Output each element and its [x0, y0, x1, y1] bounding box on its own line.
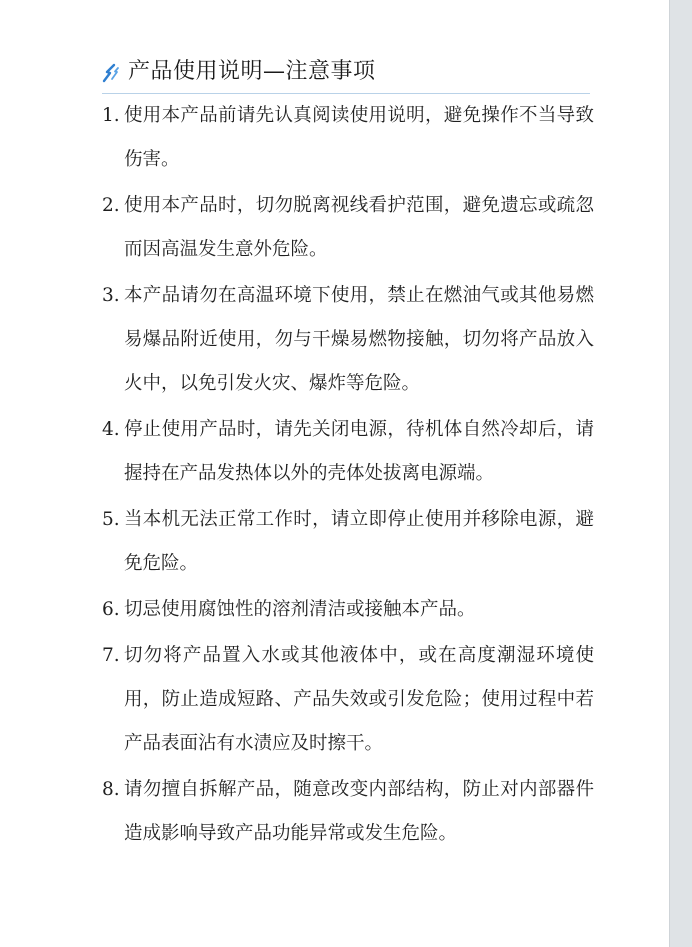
precautions-list — [102, 94, 594, 858]
section-header — [102, 56, 590, 94]
item-text: 请勿擅自拆解产品，随意改变内部结构，防止对内部器件造成影响导致产品功能异常或发生危险。 — [124, 779, 594, 844]
item-number: 4. — [102, 419, 120, 440]
item-text: 使用本产品时，切勿脱离视线看护范围，避免遗忘或疏忽而因高温发生意外危险。 — [124, 195, 594, 260]
page-title: 产品使用说明—注意事项 — [128, 59, 376, 84]
list-item — [102, 184, 594, 272]
item-number: 2. — [102, 195, 120, 216]
item-text: 切勿将产品置入水或其他液体中，或在高度潮湿环境使用，防止造成短路、产品失效或引发危险；使用过程中若产品表面沾有水渍应及时擦干。 — [124, 645, 594, 754]
list-item — [102, 408, 594, 496]
lightning-bolt-icon — [102, 61, 120, 83]
item-number: 7. — [102, 645, 120, 666]
item-text: 当本机无法正常工作时，请立即停止使用并移除电源，避免危险。 — [124, 509, 594, 574]
list-item — [102, 274, 594, 406]
item-text: 本产品请勿在高温环境下使用，禁止在燃油气或其他易燃易爆品附近使用，勿与干燥易燃物接触，切勿将产品放入火中，以免引发火灾、爆炸等危险。 — [124, 285, 594, 394]
item-number: 3. — [102, 285, 120, 306]
list-item — [102, 768, 594, 856]
item-number: 8. — [102, 779, 120, 800]
item-text: 使用本产品前请先认真阅读使用说明，避免操作不当导致伤害。 — [124, 105, 594, 170]
list-item — [102, 94, 594, 182]
item-number: 6. — [102, 599, 120, 620]
item-number: 5. — [102, 509, 120, 530]
list-item — [102, 498, 594, 586]
list-item — [102, 634, 594, 766]
item-text: 切忌使用腐蚀性的溶剂清洁或接触本产品。 — [124, 599, 476, 620]
list-item — [102, 588, 594, 632]
vertical-scrollbar[interactable] — [669, 0, 692, 947]
item-number: 1. — [102, 105, 120, 126]
item-text: 停止使用产品时，请先关闭电源，待机体自然冷却后，请握持在产品发热体以外的壳体处拔离电源端。 — [124, 419, 594, 484]
